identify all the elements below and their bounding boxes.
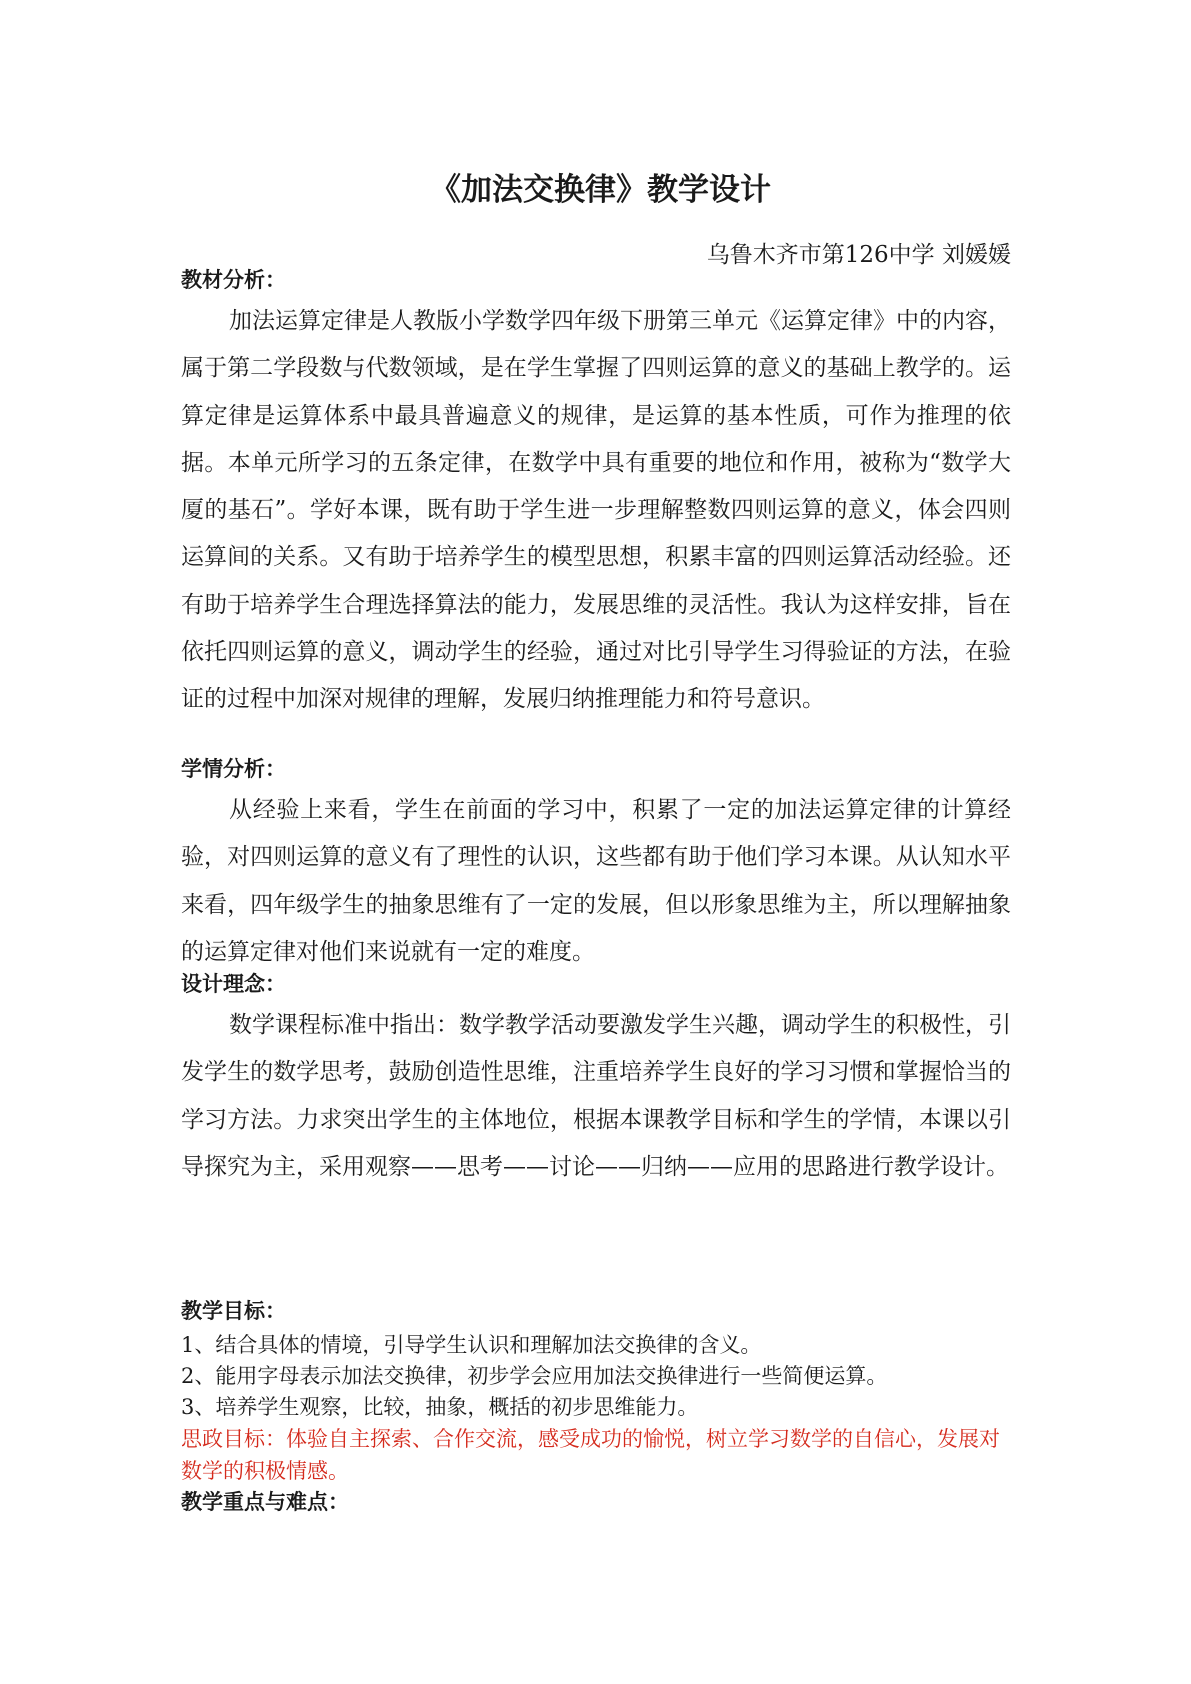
section-heading-learner-analysis: 学情分析： <box>181 757 286 781</box>
goal-item: 3、培养学生观察，比较，抽象，概括的初步思维能力。 <box>181 1395 699 1419</box>
author-line: 乌鲁木齐市第126中学 刘媛媛 <box>706 242 1011 268</box>
ideology-goal: 思政目标：体验自主探索、合作交流，感受成功的愉悦，树立学习数学的自信心，发展对数学的积极情感。 <box>181 1427 1000 1483</box>
goal-item: 1、结合具体的情境，引导学生认识和理解加法交换律的含义。 <box>181 1333 762 1357</box>
section-heading-textbook-analysis: 教材分析： <box>181 268 286 292</box>
goal-item: 2、能用字母表示加法交换律，初步学会应用加法交换律进行一些简便运算。 <box>181 1364 888 1388</box>
section-paragraph-textbook-analysis: 加法运算定律是人教版小学数学四年级下册第三单元《运算定律》中的内容，属于第二学段数与代数领域，是在学生掌握了四则运算的意义的基础上教学的。运算定律是运算体系中最具普遍意义的规律，是运算的基本性质，可作为推理的依据。本单元所学习的五条定律，在数学中具有重要的地位和作用，被称为“数学大厦的基石”。学好本课，既有助于学生进一步理解整数四则运算的意义，体会四则运算间的关系。又有助于培养学生的模型思想，积累丰富的四则运算活动经验。还有助于培养学生合理选择算法的能力，发展思维的灵活性。我认为这样安排，旨在依托四则运算的意义，调动学生的经验，通过对比引导学生习得验证的方法，在验证的过程中加深对规律的理解，发展归纳推理能力和符号意识。 <box>181 308 1011 713</box>
section-heading-design-concept: 设计理念： <box>181 972 286 996</box>
section-paragraph-design-concept: 数学课程标准中指出：数学教学活动要激发学生兴趣，调动学生的积极性，引发学生的数学思考，鼓励创造性思维，注重培养学生良好的学习习惯和掌握恰当的学习方法。力求突出学生的主体地位，根据本课教学目标和学生的学情，本课以引导探究为主，采用观察——思考——讨论——归纳——应用的思路进行教学设计。 <box>181 1012 1011 1180</box>
teaching-goals-list <box>181 1330 1011 1423</box>
section-heading-teaching-goals: 教学目标： <box>181 1299 286 1323</box>
section-paragraph-learner-analysis: 从经验上来看，学生在前面的学习中，积累了一定的加法运算定律的计算经验，对四则运算的意义有了理性的认识，这些都有助于他们学习本课。从认知水平来看，四年级学生的抽象思维有了一定的发展，但以形象思维为主，所以理解抽象的运算定律对他们来说就有一定的难度。 <box>181 797 1011 965</box>
section-heading-key-points: 教学重点与难点： <box>181 1490 349 1514</box>
document-title: 《加法交换律》教学设计 <box>430 172 771 208</box>
